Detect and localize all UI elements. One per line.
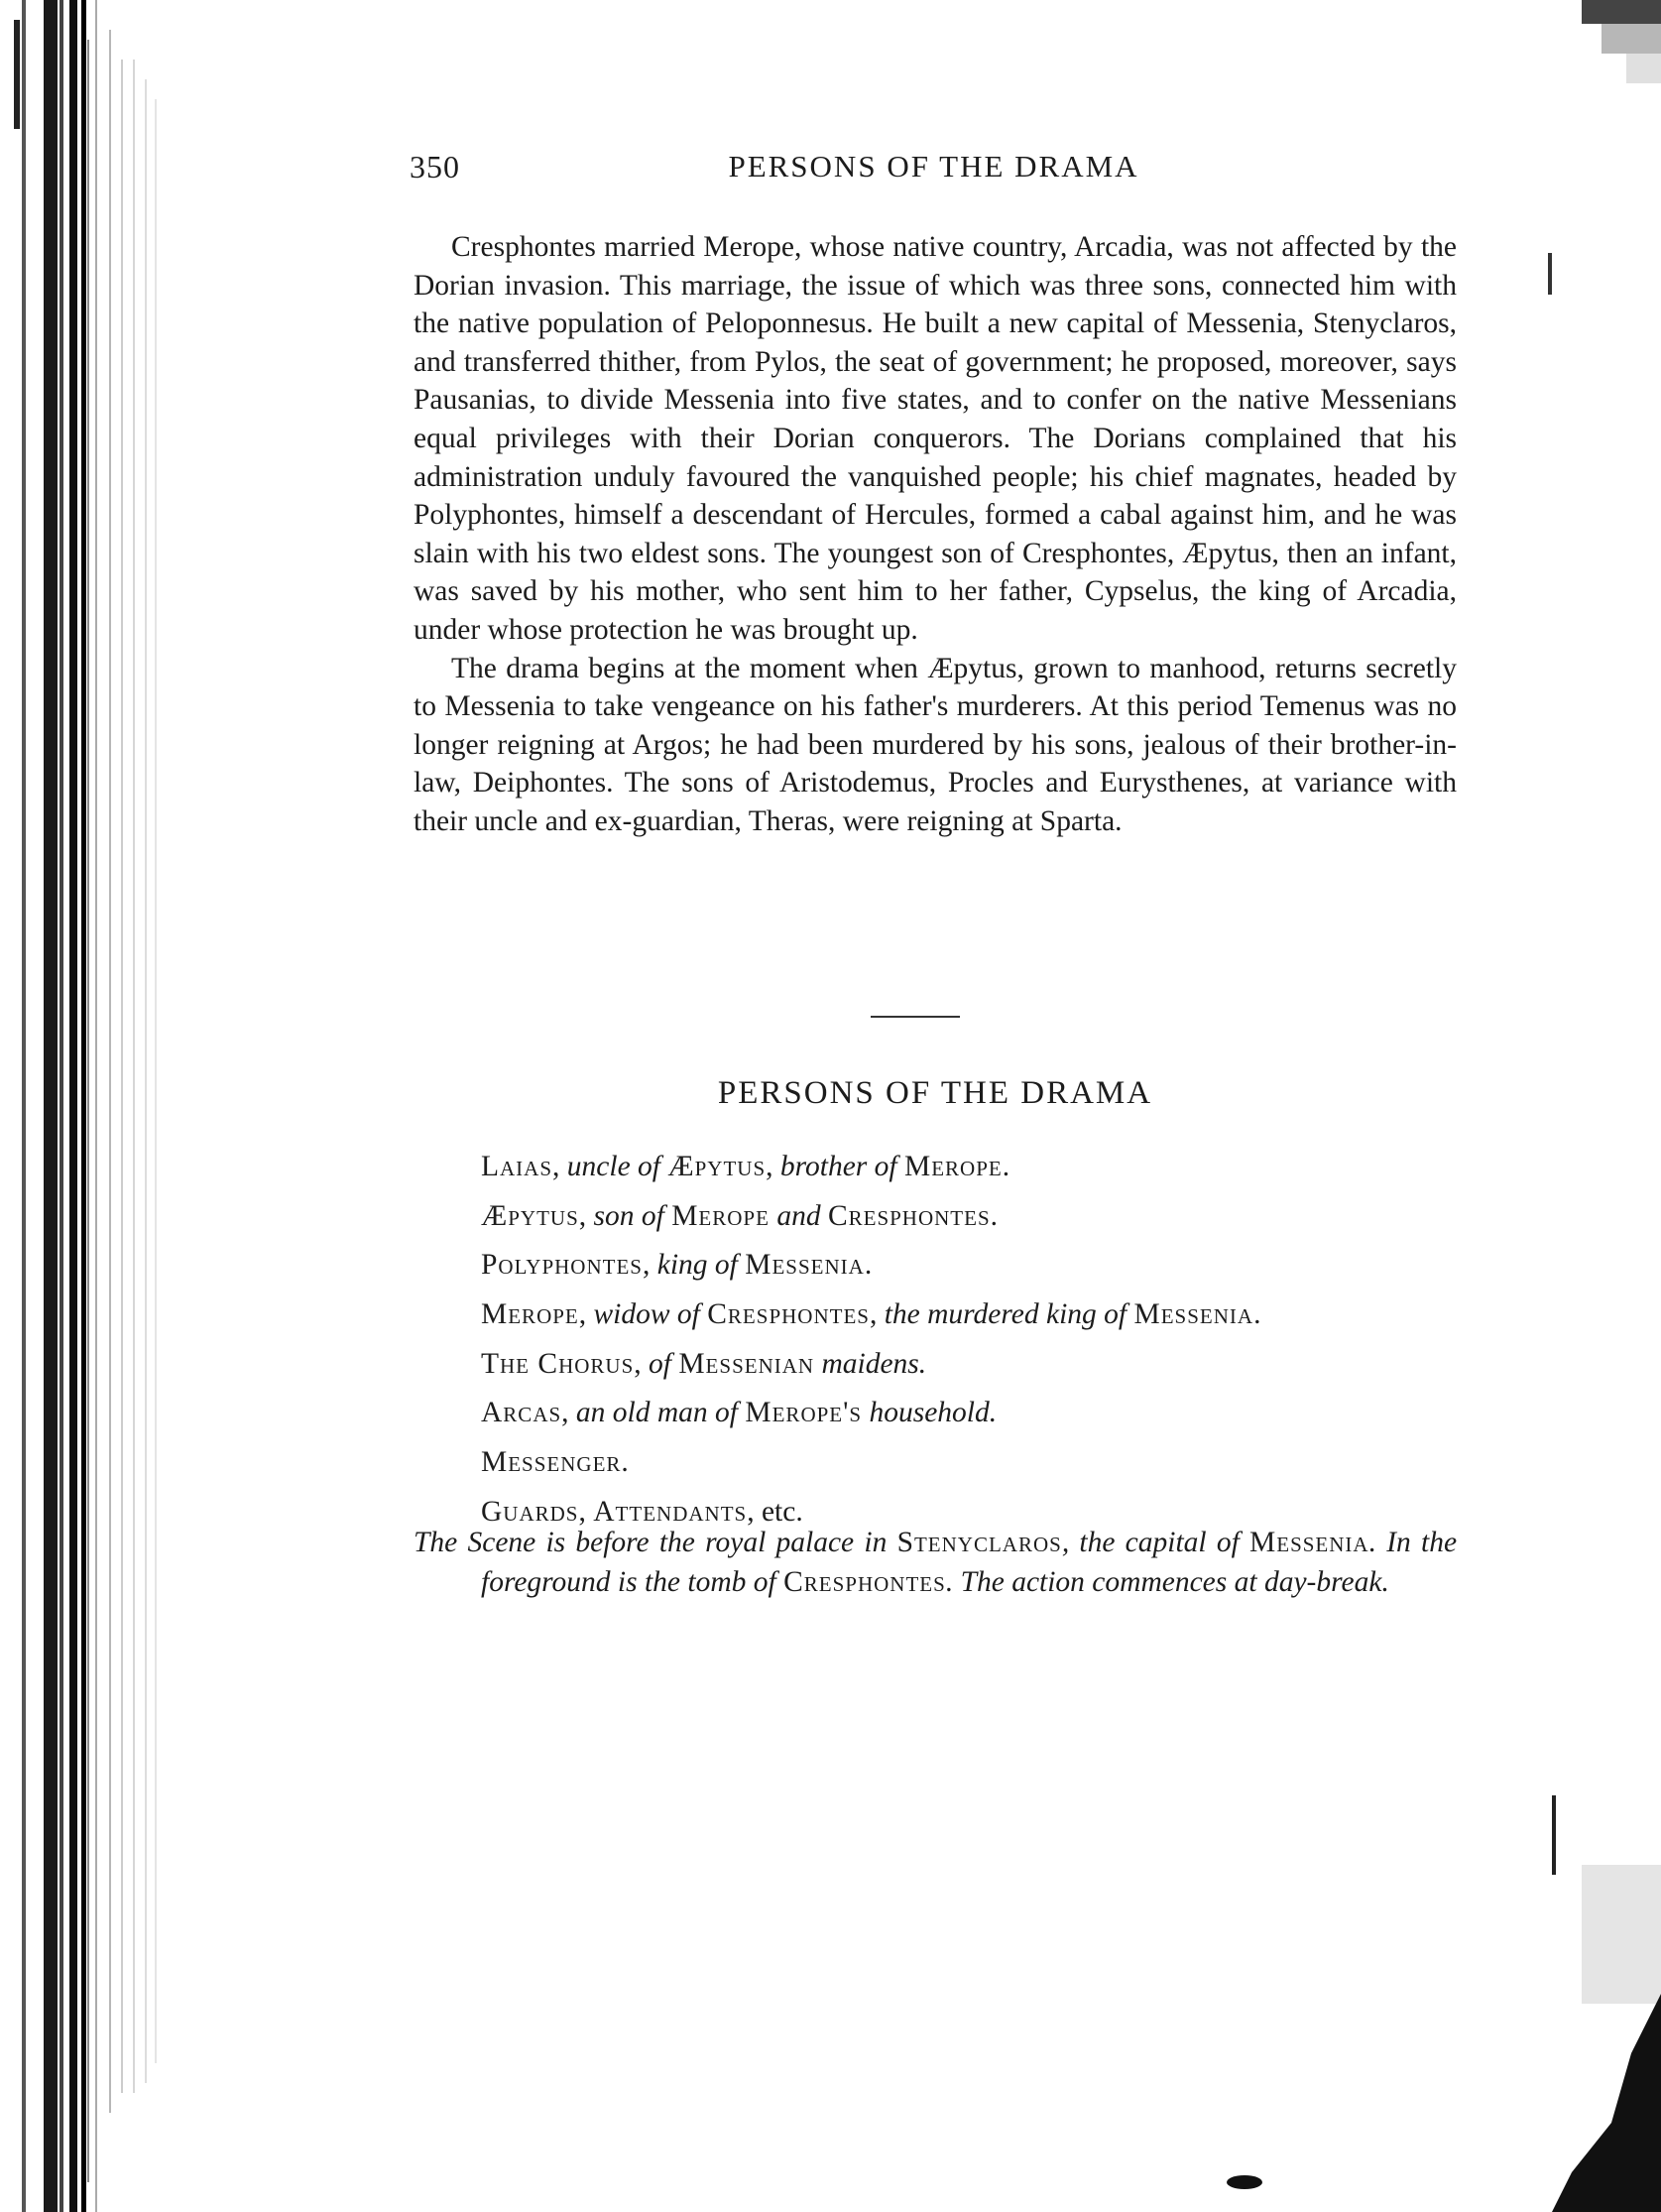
- scene-note: [414, 1524, 1457, 1602]
- persons-list: [481, 1143, 1473, 1537]
- person-name: Polyphontes: [481, 1249, 643, 1282]
- person-entry: Merope, widow of Cresphontes, the murdered king of Messenia.: [481, 1298, 1261, 1331]
- running-head: [410, 149, 1458, 192]
- person-entry: Polyphontes, king of Messenia.: [481, 1249, 873, 1282]
- running-title: PERSONS OF THE DRAMA: [728, 149, 1139, 184]
- person-entry: Laias, uncle of Æpytus, brother of Merope.: [481, 1151, 1010, 1182]
- person-name: Laias: [481, 1151, 553, 1182]
- person-entry: Arcas, an old man of Merope's household.: [481, 1397, 998, 1429]
- section-heading: PERSONS OF THE DRAMA: [717, 1075, 1153, 1111]
- intro-prose: [414, 228, 1457, 841]
- person-name: Arcas: [481, 1397, 562, 1429]
- scan-corner-shadow-bottom: [1512, 1795, 1661, 2212]
- person-entry: Guards, Attendants, etc.: [481, 1495, 803, 1528]
- person-name: Merope: [481, 1298, 579, 1331]
- person-name: Messenger: [481, 1446, 622, 1479]
- page-number: 350: [410, 149, 460, 184]
- person-name: The Chorus: [481, 1347, 635, 1380]
- person-name: Guards: [481, 1495, 579, 1528]
- paragraph: Cresphontes married Merope, whose native country, Arcadia, was not affected by the Dorian invasion. This marriage, the issue of which was three sons, connected him with the native population of Peloponnesus. He built a new capital of Messenia, Stenyclaros, and transferred thither, from Pylos, the seat of government; he proposed, moreover, says Pausanias, to divide Messenia into five states, and to confer on the native Messenians equal privileges with their Dorian conquerors. The Dorians complained that his administration unduly favoured the vanquished people; his chief magnates, headed by Polyphontes, himself a descendant of Hercules, formed a cabal against him, and he was slain with his two eldest sons. The youngest son of Cresphontes, Æpytus, then an infant, was saved by his mother, who sent him to her father, Cypselus, the king of Arcadia, under whose protection he was brought up.: [414, 231, 1457, 646]
- person-entry: Æpytus, son of Merope and Cresphontes.: [481, 1199, 999, 1232]
- scan-corner-shadow-top: [1542, 0, 1661, 89]
- person-entry: Messenger.: [481, 1446, 629, 1479]
- person-entry: The Chorus, of Messenian maidens.: [481, 1347, 927, 1380]
- section-divider: [871, 1016, 960, 1018]
- paragraph: The drama begins at the moment when Æpytus, grown to manhood, returns secretly to Messenia to take vengeance on his father's murderers. At this period Temenus was no longer reigning at Argos; he had been murdered by his sons, jealous of their brother-in-law, Deiphontes. The sons of Aristodemus, Procles and Eurysthenes, at variance with their uncle and ex-guardian, Theras, were reigning at Sparta.: [414, 652, 1457, 837]
- ink-speck: [1225, 2172, 1264, 2192]
- margin-mark: [1548, 253, 1552, 295]
- person-name: Æpytus: [481, 1199, 579, 1232]
- scene-description: The Scene is before the royal palace in Stenyclaros, the capital of Messenia. In the foreground is the tomb of Cresphontes. The action commences at day-break.: [414, 1527, 1458, 1598]
- book-binding-edge: [0, 0, 174, 2212]
